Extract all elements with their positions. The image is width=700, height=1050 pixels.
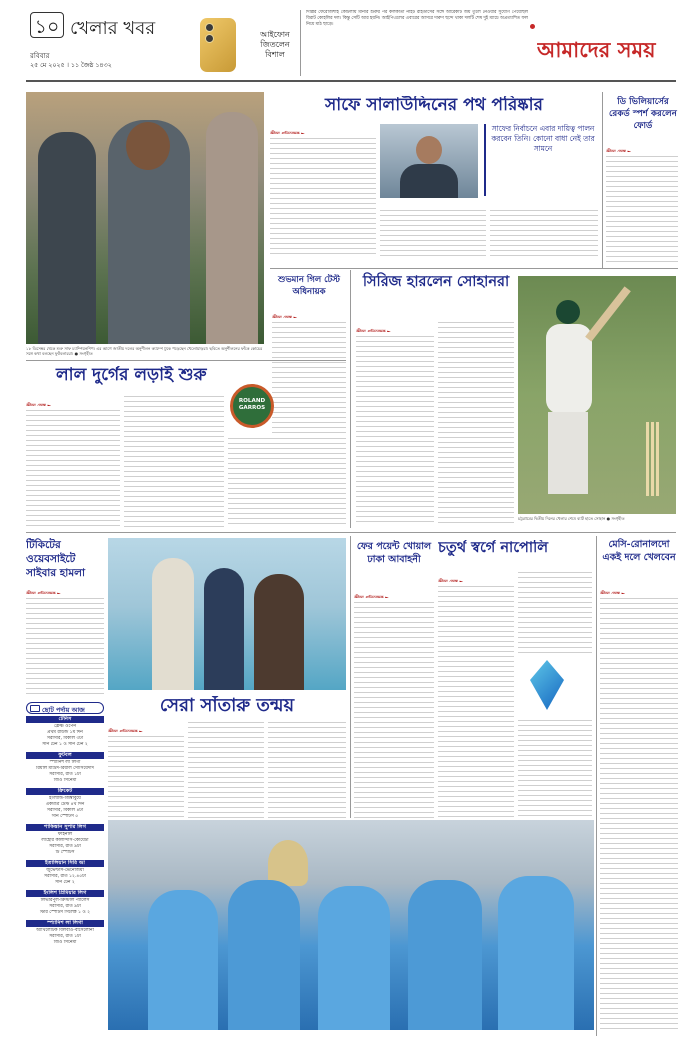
schedule-line: জুভেন্টাস-ভেনেজিয়া [46, 868, 84, 873]
schedule-sport: ক্রিকেট [26, 788, 104, 795]
schedule-line: স্প্যানিশ লা লিগা [49, 760, 81, 765]
schedule-sport: স্প্যানিশ লা লিগা [26, 920, 104, 927]
swimmer-family-photo [108, 538, 346, 690]
column-rule [596, 536, 597, 1036]
sohan-headline: সিরিজ হারলেন সোহানরা [362, 273, 510, 290]
body-text-lines [438, 582, 514, 818]
safe-training-photo [26, 92, 264, 344]
messi-body [600, 580, 678, 1030]
ford-headline: ডি ভিলিয়ার্সের রেকর্ড স্পর্শ করলেন ফোর্ড [609, 97, 677, 131]
serie-a-logo [530, 660, 564, 710]
batsman-body [546, 324, 592, 414]
cyber-body [26, 580, 104, 698]
column-rule [350, 270, 351, 528]
sidebar-header [26, 702, 104, 714]
schedule-line: সনি টেন ১ ও সনি টেন ২ [42, 742, 88, 747]
schedule-line: সরাসরি, বিকাল ৪টা [46, 808, 84, 813]
schedule-sport: ফুটবল [26, 752, 104, 759]
dhaka-headline: ফের পয়েন্ট খোয়াল ঢাকা আবাহনী [356, 541, 432, 565]
schedule-item [26, 788, 104, 820]
schedule-line: স্টার স্পোর্টস সিলেক্ট ১ ও ২ [39, 910, 91, 915]
schedule-line: ফ্রেঞ্চ ওপেন [53, 724, 77, 729]
napoli-body [518, 568, 592, 656]
tv-icon [30, 705, 40, 712]
napoli-headline: চতুর্থ স্বর্গে নাপোলি [438, 540, 549, 556]
player-silhouette [206, 112, 258, 344]
napoli-body [438, 568, 514, 818]
schedule-sport: ইতালিয়ান সিরি আ [26, 860, 104, 867]
roland-body [124, 392, 224, 528]
schedule-line: সরাসরি, বিকাল ৩টা [46, 736, 84, 741]
masthead [0, 0, 700, 88]
safe-body-col [490, 206, 598, 258]
speaker-head [416, 136, 442, 164]
player-silhouette [498, 876, 574, 1030]
cricket-bat [585, 286, 631, 341]
person-silhouette [152, 558, 194, 690]
coach-head [126, 122, 170, 170]
column-rule [350, 536, 351, 818]
schedule-item [26, 860, 104, 886]
iphone-image [200, 18, 236, 72]
schedule-line: সনি স্পোর্টস ৫ [51, 814, 79, 819]
speaker-body [400, 164, 458, 198]
player-silhouette [408, 880, 482, 1030]
trophy [268, 840, 308, 886]
roland-garros-logo [230, 384, 274, 428]
schedule-line: সরাসরি, রাত ৯টা [49, 904, 81, 909]
messi-headline: মেসি-রোনালদো একই দলে খেলবেন [602, 539, 676, 563]
person-silhouette [204, 568, 244, 690]
date-label: ২৫ মে ২০২৫ । ১১ জৈষ্ঠ ১৪৩২ [30, 62, 112, 69]
schedule-sport: পাকিস্তান সুপার লিগ [26, 824, 104, 831]
napoli-body [518, 716, 592, 818]
cricket-caption: চট্টগ্রামের দ্বিতীয় দিনের খেলার শেষে ব্যাট হাতে সোহান ● সংগৃহীত [518, 516, 625, 521]
top-story-text: দিল্লির ফেরোজশাহ কোটলায় মানীর শুরুর পর কলকাতা নাইট রাইডার্সের সঙ্গে আরেকটি জয় তুলে নেওয়ার সুযোগ পেয়েছিল বিরাট কোহলির দল। কিন্তু সেটি আর হয়নি। আইপিএলের এবারের আসরে দারুণ ছন্দে থাকা দলটি শেষ দুই ম্যাচে অপ্রত্যাশিত ফল নিয়ে মাঠ ছাড়ে। [306, 10, 528, 27]
schedule-line: সরাসরি, রাত ১২.৪৫টা [44, 874, 86, 879]
gill-headline: শুভমান গিল টেস্ট অধিনায়ক [278, 275, 340, 297]
schedule-item [26, 716, 104, 748]
schedule-line: টি স্পোর্টস [55, 850, 75, 855]
body-text-lines [26, 406, 120, 528]
masthead-divider [300, 10, 301, 76]
tv-schedule-sidebar [26, 702, 104, 1032]
logo-dot [530, 24, 535, 29]
schedule-line: ফাইনাল [57, 832, 73, 837]
schedule-line: সনি টেন ২ [55, 880, 75, 885]
body-text-lines [108, 732, 184, 822]
swimmer-body [188, 718, 264, 822]
ford-body [606, 138, 678, 266]
sidebar-title: ছোট পর্দায় আজ [42, 705, 85, 714]
camera-lens [205, 23, 214, 32]
schedule-line: জিও সিনেমা [53, 940, 77, 945]
section-title: খেলার খবর [70, 18, 156, 39]
cricket-photo [518, 276, 676, 514]
schedule-line: সরাসরি, রাত ১টা [49, 934, 81, 939]
schedule-line: রিয়াল মাদ্রিদ-রিয়াল সোসিয়েদাদ [36, 766, 94, 771]
column-rule [602, 92, 603, 268]
schedule-item [26, 920, 104, 946]
schedule-line: প্রথম রাউন্ড ১ম দিন [47, 730, 83, 735]
speaker-photo [380, 124, 478, 198]
safe-pull-quote: সাফের নির্বাচনে এবার দায়িত্ব পালন করবেন তিনি। কোনো বাধা নেই তার সামনে [484, 124, 596, 196]
safe-body-col [270, 120, 376, 258]
swimmer-body [268, 718, 346, 822]
schedule-line: সরাসরি, রাত ১টা [49, 772, 81, 777]
roland-logo-text: ROLAND GARROS [238, 398, 266, 411]
schedule-line: লিভারপুল-ক্রিস্টাল প্যালেস [40, 898, 90, 903]
camera-lens [205, 34, 214, 43]
masthead-rule [26, 80, 676, 82]
batsman-legs [548, 412, 588, 494]
schedule-list [26, 716, 104, 1032]
swimmer-body [108, 718, 184, 822]
sohan-body [438, 318, 514, 526]
day-label: রবিবার [30, 52, 50, 60]
sohan-body [356, 318, 434, 526]
body-text-lines [354, 598, 434, 818]
roland-headline: লাল দুর্গের লড়াই শুরু [56, 366, 207, 385]
body-text-lines [356, 332, 434, 526]
schedule-item [26, 824, 104, 856]
schedule-line: একমাত্র টেস্ট ৪র্থ দিন [45, 802, 85, 807]
schedule-sport: ইংলিশ প্রিমিয়ার লিগ [26, 890, 104, 897]
section-rule [26, 360, 346, 361]
napoli-celebration-photo [108, 820, 594, 1030]
dhaka-body [354, 584, 434, 818]
player-silhouette [38, 132, 96, 344]
player-silhouette [228, 880, 300, 1030]
body-text-lines [600, 594, 678, 1030]
body-text-lines [270, 134, 376, 258]
page-number: ১০ [34, 16, 60, 38]
person-silhouette [254, 574, 304, 690]
section-rule [26, 532, 676, 533]
schedule-sport: টেনিস [26, 716, 104, 723]
schedule-line: অ্যাথলেটিক বিলবাও-বার্সেলোনা [36, 928, 94, 933]
safe-photo-caption: ১৮ ডিসেম্বর থেকে শুরু সাফ চ্যাম্পিয়নশিপ। এর আগে জাতীয় দলের অনুশীলন ক্যাম্পে ঢুকে পড়েছেন খেলোয়াড়রা। ছবিতে অনুশীলনের ফাঁকে কোচের সঙ্গে কথা বলছেন ফুটবলাররা। ● সংগৃহীত [26, 346, 263, 356]
safe-body-col [380, 206, 486, 258]
schedule-line: জিও সিনেমা [53, 778, 77, 783]
schedule-line: সরাসরি, রাত ৯টা [49, 844, 81, 849]
stumps [646, 422, 660, 496]
body-text-lines [606, 152, 678, 266]
schedule-item [26, 890, 104, 916]
promo-text: আইফোন জিতলেন বিশাল [260, 30, 290, 59]
schedule-item [26, 752, 104, 784]
roland-body [228, 434, 346, 528]
schedule-line: লাহোর কালান্দার্স-কোয়েটা [41, 838, 89, 843]
newspaper-logo: আমাদের সময় [537, 37, 656, 62]
safe-headline: সাফে সালাউদ্দিনের পথ পরিষ্কার [325, 96, 543, 115]
schedule-line: ইংল্যান্ড-জিম্বাবুয়ে [49, 796, 81, 801]
roland-body [26, 392, 120, 528]
cyber-headline: টিকিটের ওয়েবসাইটে সাইবার হামলা [26, 539, 86, 579]
player-silhouette [318, 886, 390, 1030]
section-rule [270, 268, 678, 269]
batsman-helmet [556, 300, 580, 324]
body-text-lines [26, 594, 104, 698]
swimmer-headline: সেরা সাঁতারু তন্ময় [159, 696, 295, 716]
player-silhouette [148, 890, 218, 1030]
